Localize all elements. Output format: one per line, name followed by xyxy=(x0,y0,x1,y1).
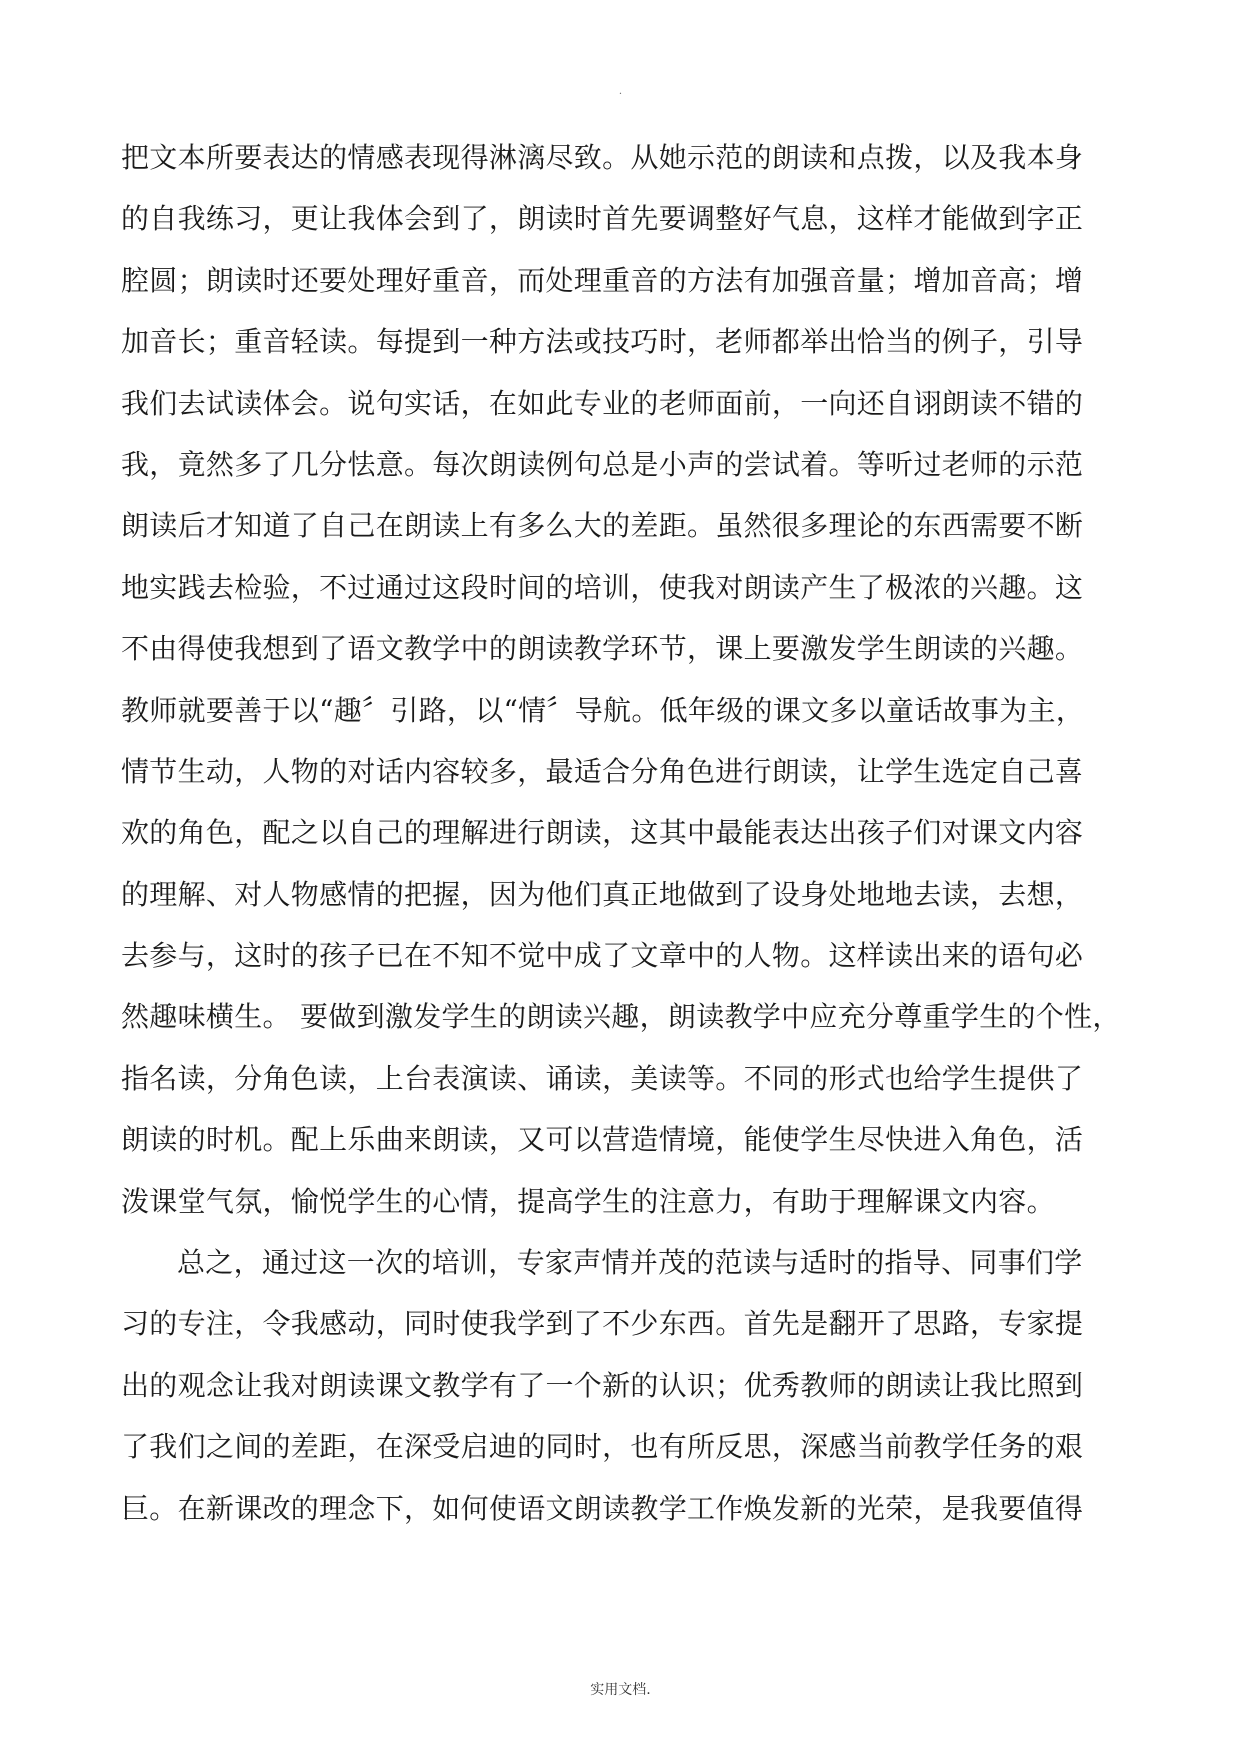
text-line: 指名读，分角色读，上台表演读、诵读，美读等。不同的形式也给学生提供了 xyxy=(121,1061,1084,1095)
text-line: 朗读的时机。配上乐曲来朗读，又可以营造情境，能使学生尽快进入角色，活 xyxy=(121,1123,1084,1157)
text-line: 欢的角色，配之以自己的理解进行朗读，这其中最能表达出孩子们对课文内容 xyxy=(121,816,1084,850)
text-line: 我，竟然多了几分怯意。每次朗读例句总是小声的尝试着。等听过老师的示范 xyxy=(121,447,1084,481)
body-text xyxy=(121,127,1121,1539)
text-line: 习的专注，令我感动，同时使我学到了不少东西。首先是翻开了思路，专家提 xyxy=(121,1307,1084,1341)
text-line: 把文本所要表达的情感表现得淋漓尽致。从她示范的朗读和点拨，以及我本身 xyxy=(121,141,1084,174)
text-line: 巨。在新课改的理念下，如何使语文朗读教学工作焕发新的光荣，是我要值得 xyxy=(121,1491,1084,1525)
page-footer: 实用文档. xyxy=(590,1682,651,1698)
header-mark: . xyxy=(618,86,623,97)
text-line: 不由得使我想到了语文教学中的朗读教学环节，课上要激发学生朗读的兴趣。 xyxy=(121,632,1084,666)
text-line: 的理解、对人物感情的把握，因为他们真正地做到了设身处地地去读，去想， xyxy=(121,877,1084,911)
text-line: 泼课堂气氛，愉悦学生的心情，提高学生的注意力，有助于理解课文内容。 xyxy=(121,1184,1055,1218)
text-line: 总之，通过这一次的培训，专家声情并茂的范读与适时的指导、同事们学 xyxy=(177,1246,1083,1280)
text-line: 的自我练习，更让我体会到了，朗读时首先要调整好气息，这样才能做到字正 xyxy=(121,202,1084,236)
text-line: 地实践去检验，不过通过这段时间的培训，使我对朗读产生了极浓的兴趣。这 xyxy=(121,570,1084,604)
text-line: 去参与，这时的孩子已在不知不觉中成了文章中的人物。这样读出来的语句必 xyxy=(121,939,1084,973)
text-line: 腔圆；朗读时还要处理好重音，而处理重音的方法有加强音量；增加音高；增 xyxy=(121,263,1084,297)
text-line: 朗读后才知道了自己在朗读上有多么大的差距。虽然很多理论的东西需要不断 xyxy=(121,509,1084,543)
text-line: 了我们之间的差距，在深受启迪的同时，也有所反思，深感当前教学任务的艰 xyxy=(121,1430,1084,1464)
text-line: 出的观念让我对朗读课文教学有了一个新的认识；优秀教师的朗读让我比照到 xyxy=(121,1368,1084,1402)
text-line: 然趣味横生。 要做到激发学生的朗读兴趣，朗读教学中应充分尊重学生的个性， xyxy=(121,1000,1121,1034)
text-line: 加音长；重音轻读。每提到一种方法或技巧时，老师都举出恰当的例子，引导 xyxy=(121,325,1084,359)
text-line: 我们去试读体会。说句实话，在如此专业的老师面前，一向还自诩朗读不错的 xyxy=(121,386,1084,420)
text-line: 情节生动，人物的对话内容较多，最适合分角色进行朗读，让学生选定自己喜 xyxy=(121,754,1084,788)
text-line: 教师就要善于以“趣〞引路，以“情〞导航。低年级的课文多以童话故事为主， xyxy=(121,693,1085,727)
